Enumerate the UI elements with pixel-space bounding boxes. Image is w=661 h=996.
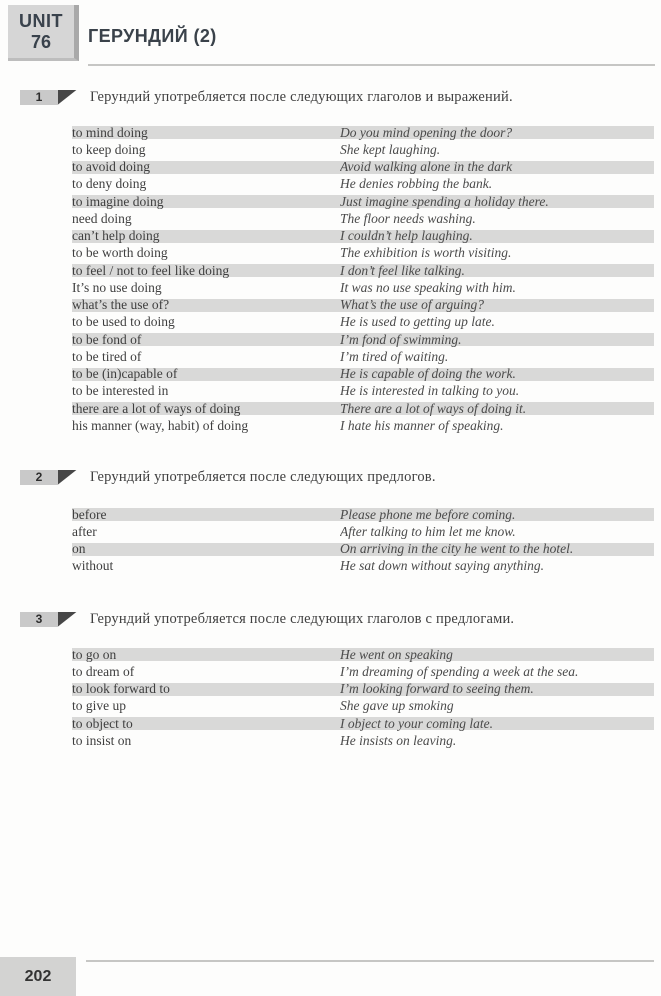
phrase-cell: to be worth doing — [72, 245, 168, 261]
table-row — [72, 228, 654, 245]
table-row — [72, 348, 654, 365]
table-row — [72, 732, 654, 749]
section-number-badge — [20, 612, 58, 627]
section-1-header — [20, 89, 513, 105]
phrase-cell: to be (in)capable of — [72, 366, 178, 382]
table-row — [72, 681, 654, 698]
table-row — [72, 279, 654, 296]
example-cell: He sat down without saying anything. — [340, 558, 544, 574]
unit-number: 76 — [30, 31, 52, 52]
table-row — [72, 523, 654, 540]
example-cell: He is capable of doing the work. — [340, 366, 516, 382]
phrase-cell: to mind doing — [72, 124, 148, 140]
phrase-cell: to object to — [72, 715, 133, 731]
table-row — [72, 141, 654, 158]
table-row — [72, 159, 654, 176]
phrase-cell: to be fond of — [72, 331, 142, 347]
table-row — [72, 417, 654, 434]
section-3-header — [20, 611, 514, 627]
section-number: 1 — [35, 90, 43, 104]
example-cell: He is interested in talking to you. — [340, 383, 520, 399]
example-cell: Just imagine spending a holiday there. — [340, 193, 549, 209]
section-2-header — [20, 469, 436, 485]
table-row — [72, 176, 654, 193]
phrase-cell: to keep doing — [72, 141, 146, 157]
phrase-cell: without — [72, 558, 114, 574]
table-row — [72, 124, 654, 141]
example-cell: I’m dreaming of spending a week at the sea. — [340, 663, 579, 679]
example-cell: It was no use speaking with him. — [340, 279, 516, 295]
example-cell: He is used to getting up late. — [340, 314, 495, 330]
unit-box — [8, 5, 79, 61]
example-cell: I’m tired of waiting. — [340, 348, 449, 364]
flag-triangle-icon — [58, 90, 77, 105]
unit-label: UNIT — [19, 10, 63, 31]
table-row — [72, 383, 654, 400]
phrase-cell: It’s no use doing — [72, 279, 162, 295]
phrase-cell: after — [72, 523, 97, 539]
phrase-cell: need doing — [72, 210, 132, 226]
section-number-badge — [20, 470, 58, 485]
table-row — [72, 698, 654, 715]
gerund-table-3 — [72, 646, 654, 750]
section-heading: Герундий употребляется после следующих глаголов и выражений. — [90, 88, 513, 105]
example-cell: He insists on leaving. — [340, 732, 457, 748]
page-title: ГЕРУНДИЙ (2) — [88, 26, 217, 46]
table-row — [72, 400, 654, 417]
table-row — [72, 262, 654, 279]
example-cell: On arriving in the city he went to the hotel. — [340, 541, 574, 557]
table-row — [72, 646, 654, 663]
table-row — [72, 210, 654, 227]
gerund-table-1 — [72, 124, 654, 435]
example-cell: He went on speaking — [340, 646, 453, 662]
header-divider — [88, 64, 655, 66]
table-row — [72, 245, 654, 262]
phrase-cell: to look forward to — [72, 681, 170, 697]
example-cell: I object to your coming late. — [340, 715, 493, 731]
table-row — [72, 506, 654, 523]
example-cell: Please phone me before coming. — [340, 506, 516, 522]
example-cell: After talking to him let me know. — [340, 523, 516, 539]
example-cell: Do you mind opening the door? — [340, 124, 513, 140]
phrase-cell: his manner (way, habit) of doing — [72, 417, 249, 433]
phrase-cell: to be used to doing — [72, 314, 175, 330]
phrase-cell: there are a lot of ways of doing — [72, 400, 241, 416]
phrase-cell: can’t help doing — [72, 228, 160, 244]
example-cell: The exhibition is worth visiting. — [340, 245, 512, 261]
phrase-cell: to give up — [72, 698, 126, 714]
table-row — [72, 193, 654, 210]
example-cell: What’s the use of arguing? — [340, 297, 484, 313]
example-cell: I’m looking forward to seeing them. — [340, 681, 534, 697]
example-cell: The floor needs washing. — [340, 210, 476, 226]
phrase-cell: to dream of — [72, 663, 135, 679]
flag-triangle-icon — [58, 612, 77, 627]
footer-divider — [86, 960, 654, 962]
phrase-cell: to insist on — [72, 732, 132, 748]
table-row — [72, 558, 654, 575]
phrase-cell: to go on — [72, 646, 117, 662]
page-number: 202 — [24, 967, 52, 985]
phrase-cell: to imagine doing — [72, 193, 164, 209]
table-row — [72, 331, 654, 348]
example-cell: Avoid walking alone in the dark — [340, 159, 513, 175]
phrase-cell: to be tired of — [72, 348, 142, 364]
phrase-cell: to deny doing — [72, 176, 147, 192]
gerund-table-2 — [72, 506, 654, 575]
table-row — [72, 715, 654, 732]
phrase-cell: to avoid doing — [72, 159, 150, 175]
table-row — [72, 541, 654, 558]
phrase-cell: on — [72, 541, 86, 557]
phrase-cell: what’s the use of? — [72, 297, 170, 313]
section-number: 2 — [35, 470, 43, 484]
table-row — [72, 366, 654, 383]
phrase-cell: to be interested in — [72, 383, 169, 399]
example-cell: He denies robbing the bank. — [340, 176, 493, 192]
section-number: 3 — [35, 612, 43, 626]
example-cell: She gave up smoking — [340, 698, 454, 714]
example-cell: I hate his manner of speaking. — [340, 417, 504, 433]
example-cell: She kept laughing. — [340, 141, 441, 157]
table-row — [72, 314, 654, 331]
page-number-box — [0, 957, 76, 996]
table-row — [72, 663, 654, 680]
section-heading: Герундий употребляется после следующих предлогов. — [90, 468, 436, 485]
phrase-cell: to feel / not to feel like doing — [72, 262, 230, 278]
example-cell: I don’t feel like talking. — [340, 262, 465, 278]
table-row — [72, 297, 654, 314]
section-number-badge — [20, 90, 58, 105]
example-cell: I couldn’t help laughing. — [340, 228, 473, 244]
phrase-cell: before — [72, 506, 107, 522]
section-heading: Герундий употребляется после следующих глаголов с предлогами. — [90, 610, 515, 627]
flag-triangle-icon — [58, 470, 77, 485]
example-cell: There are a lot of ways of doing it. — [340, 400, 527, 416]
example-cell: I’m fond of swimming. — [340, 331, 462, 347]
